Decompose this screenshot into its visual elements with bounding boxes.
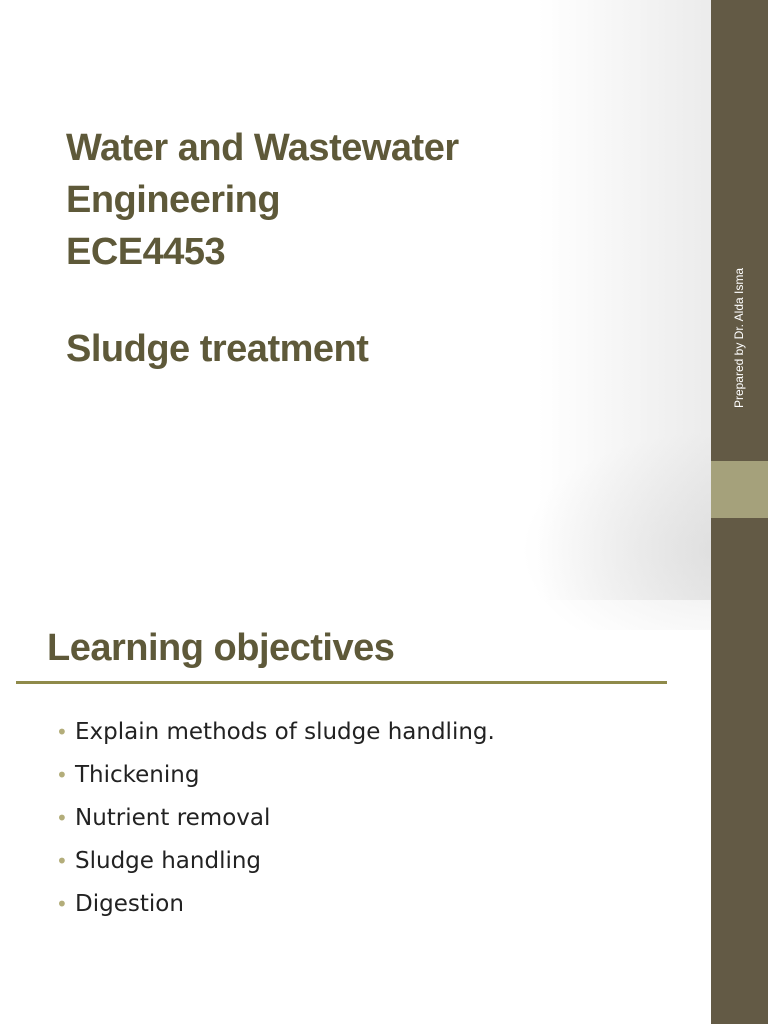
bullet-icon: • [56, 763, 68, 787]
bullet-icon: • [56, 849, 68, 873]
list-item [56, 797, 495, 840]
list-item-text: Nutrient removal [75, 805, 271, 831]
lecture-subtitle: Sludge treatment [66, 328, 369, 370]
course-title [66, 122, 686, 278]
bullet-icon: • [56, 806, 68, 830]
bullet-icon: • [56, 892, 68, 916]
list-item-text: Thickening [75, 762, 200, 788]
course-title-line-2: Engineering [66, 179, 281, 221]
list-item-text: Explain methods of sludge handling. [75, 719, 495, 745]
author-label: Prepared by Dr. Alda Isma [732, 267, 746, 409]
sidebar-accent-block [711, 461, 768, 518]
course-code: ECE4453 [66, 231, 226, 273]
list-item [56, 840, 495, 883]
slide-shadow [520, 430, 720, 630]
list-item [56, 754, 495, 797]
list-item-text: Digestion [75, 891, 184, 917]
objectives-heading: Learning objectives [47, 627, 395, 669]
list-item [56, 883, 495, 926]
bullet-icon: • [56, 720, 68, 744]
list-item [56, 711, 495, 754]
list-item-text: Sludge handling [75, 848, 262, 874]
heading-divider [16, 681, 667, 684]
course-title-line-1: Water and Wastewater [66, 127, 459, 169]
objectives-list [56, 711, 495, 926]
